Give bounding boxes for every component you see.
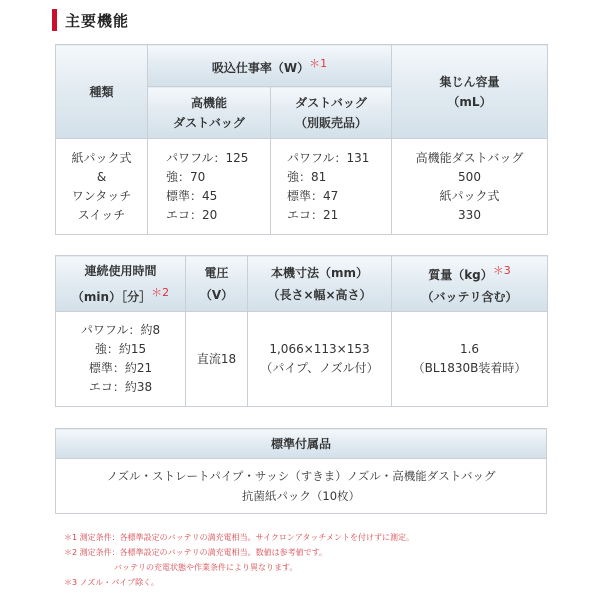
accessories-table (55, 428, 547, 514)
footnote-2: ＊2 測定条件：各標準設定のバッテリの満充電相当。数値は参考値です。 (64, 548, 327, 557)
footnote-3: ＊3 ノズル・パイプ除く。 (64, 578, 159, 587)
spec-table-power (55, 44, 548, 235)
title-accent-bar (52, 9, 57, 31)
header-hi-dustbag: 高機能 ダストバッグ (148, 87, 271, 139)
page-title: 主要機能 (65, 11, 130, 30)
cell-hi-dustbag-power: パワフル：125 強：70 標準：45 エコ：20 (148, 139, 271, 235)
cell-runtime: パワフル：約8 強：約15 標準：約21 エコ：約38 (56, 312, 186, 407)
header-type: 種類 (56, 45, 148, 139)
cell-type: 紙パック式 & ワンタッチ スイッチ (56, 139, 148, 235)
header-suction-power: 吸込仕事率（W）＊1 (148, 45, 392, 87)
header-weight: 質量（kg）＊3 （バッテリ含む） (392, 256, 548, 312)
note-marker-3: ＊3 (492, 263, 511, 277)
note-marker-2: ＊2 (151, 285, 170, 299)
cell-voltage: 直流18 (186, 312, 248, 407)
footnotes (64, 530, 414, 590)
header-voltage: 電圧 （V） (186, 256, 248, 312)
cell-weight: 1.6 （BL1830B装着時） (392, 312, 548, 407)
footnote-1: ＊1 測定条件：各標準設定のバッテリの満充電相当。サイクロンアタッチメントを付けずに測定。 (64, 533, 415, 542)
footnote-2-cont: バッテリの充電状態や作業条件により異なります。 (114, 563, 298, 572)
header-accessories: 標準付属品 (56, 429, 547, 459)
header-dustbag-optional: ダストバッグ （別販売品） (271, 87, 392, 139)
header-dimensions: 本機寸法（mm） （長さ×幅×高さ） (248, 256, 392, 312)
note-marker-1: ＊1 (309, 57, 328, 70)
section-title (52, 8, 129, 32)
spec-table-runtime (55, 255, 548, 407)
cell-dustbag-power: パワフル：131 強：81 標準：47 エコ：21 (271, 139, 392, 235)
cell-capacity: 高機能ダストバッグ 500 紙パック式 330 (392, 139, 548, 235)
header-capacity: 集じん容量 （mL） (392, 45, 548, 139)
cell-dimensions: 1,066×113×153 （パイプ、ノズル付） (248, 312, 392, 407)
header-runtime: 連続使用時間 （min）［分］＊2 (56, 256, 186, 312)
cell-accessories: ノズル・ストレートパイプ・サッシ（すきま）ノズル・高機能ダストバッグ 抗菌紙パック（10枚） (56, 459, 547, 514)
